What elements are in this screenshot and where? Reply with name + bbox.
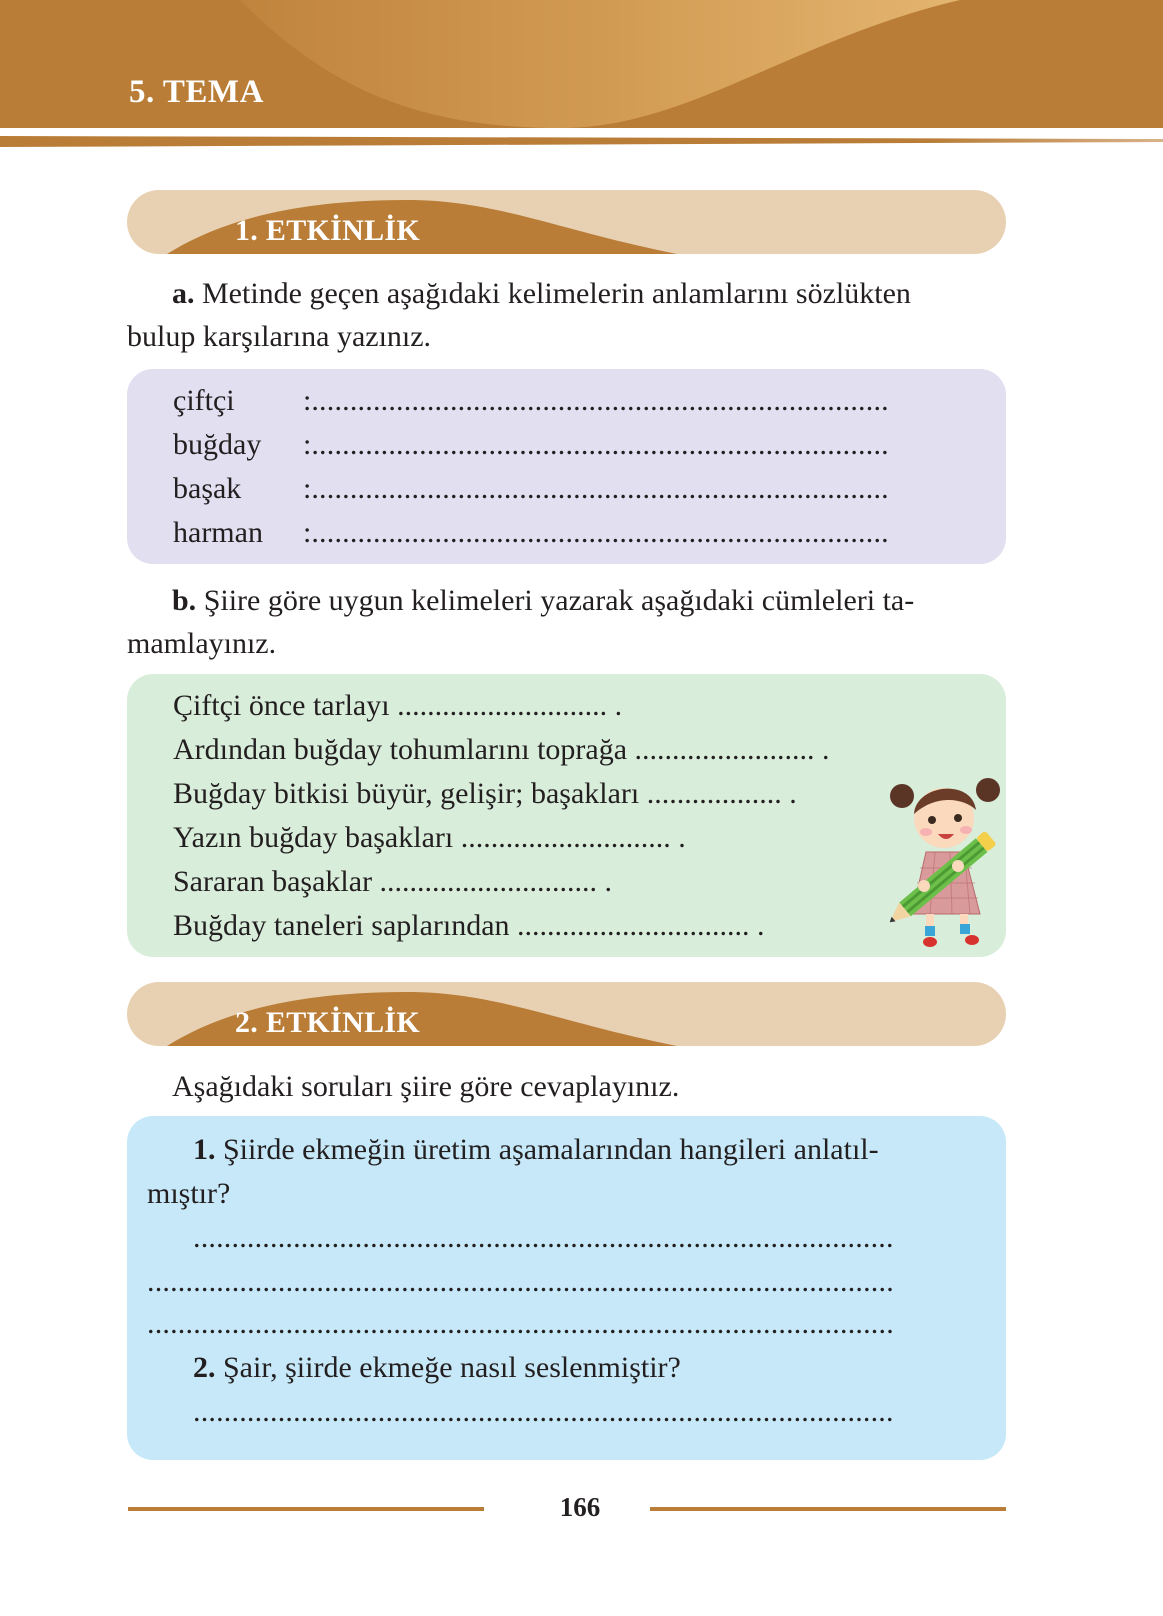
activity-1-title: 1. ETKİNLİK — [235, 214, 421, 247]
answer-line[interactable]: ................................................................................................. — [147, 1314, 894, 1334]
activity-1a-instruction — [127, 272, 1007, 358]
page-number: 166 — [559, 1492, 601, 1522]
word-row — [173, 511, 889, 554]
activity-2-title: 2. ETKİNLİK — [235, 1006, 421, 1039]
word-meanings-box — [127, 369, 1006, 564]
question-1-cont: mıştır? — [147, 1177, 231, 1210]
colon: : — [303, 472, 312, 505]
answer-blank[interactable]: ........................................................................... — [311, 516, 889, 549]
instruction-text: Aşağıdaki soruları şiire göre cevaplayınız. — [172, 1070, 680, 1103]
question-text: Şiirde ekmeğin üretim aşamalarından hangileri anlatıl- — [223, 1133, 879, 1166]
page-header — [0, 0, 1163, 150]
activity-2-banner — [127, 982, 1006, 1046]
word-term: başak — [173, 472, 242, 505]
sentence-row[interactable]: Ardından buğday tohumlarını toprağa ........................ . — [173, 733, 830, 766]
girl-with-pencil-illustration — [880, 768, 1008, 952]
word-row — [173, 467, 889, 510]
word-term: buğday — [173, 428, 262, 461]
sentence-row[interactable]: Sararan başaklar ............................. . — [173, 865, 613, 898]
part-a-label: a. — [172, 277, 195, 310]
colon: : — [303, 384, 312, 417]
word-term: çiftçi — [173, 384, 235, 417]
question-1 — [193, 1128, 879, 1171]
questions-box — [127, 1116, 1006, 1460]
instruction-text: Şiire göre uygun kelimeleri yazarak aşağıdaki cümleleri ta- — [203, 584, 915, 617]
answer-line[interactable]: ........................................................................................... — [193, 1402, 894, 1422]
activity-1-banner — [127, 190, 1006, 254]
part-b-label: b. — [172, 584, 197, 617]
question-number: 1. — [193, 1133, 216, 1166]
theme-title: 5. TEMA — [129, 74, 264, 110]
instruction-text: Metinde geçen aşağıdaki kelimelerin anlamlarını sözlükten — [202, 277, 911, 310]
sentence-row[interactable]: Buğday bitkisi büyür, gelişir; başakları .................. . — [173, 777, 797, 810]
word-row — [173, 379, 889, 422]
answer-line[interactable]: ................................................................................................. — [147, 1272, 894, 1292]
question-number: 2. — [193, 1351, 216, 1384]
instruction-text-cont: mamlayınız. — [127, 627, 277, 660]
answer-blank[interactable]: ........................................................................... — [311, 472, 889, 505]
activity-1b-instruction — [127, 579, 1007, 665]
question-2 — [193, 1346, 681, 1389]
activity-2-instruction — [127, 1065, 1007, 1108]
colon: : — [303, 428, 312, 461]
sentence-row[interactable]: Buğday taneleri saplarından ............................... . — [173, 909, 765, 942]
answer-line[interactable]: ........................................................................................... — [193, 1228, 894, 1248]
sentence-row[interactable]: Çiftçi önce tarlayı ............................ . — [173, 689, 623, 722]
colon: : — [303, 516, 312, 549]
footer-rule-right — [650, 1507, 1006, 1511]
word-row — [173, 423, 889, 466]
instruction-text-cont: bulup karşılarına yazınız. — [127, 320, 432, 353]
answer-blank[interactable]: ........................................................................... — [311, 428, 889, 461]
question-text: Şair, şiirde ekmeğe nasıl seslenmiştir? — [223, 1351, 681, 1384]
fill-sentences-box — [127, 674, 1006, 957]
answer-blank[interactable]: ........................................................................... — [311, 384, 889, 417]
word-term: harman — [173, 516, 263, 549]
sentence-row[interactable]: Yazın buğday başakları ............................ . — [173, 821, 686, 854]
footer-rule-left — [128, 1507, 484, 1511]
